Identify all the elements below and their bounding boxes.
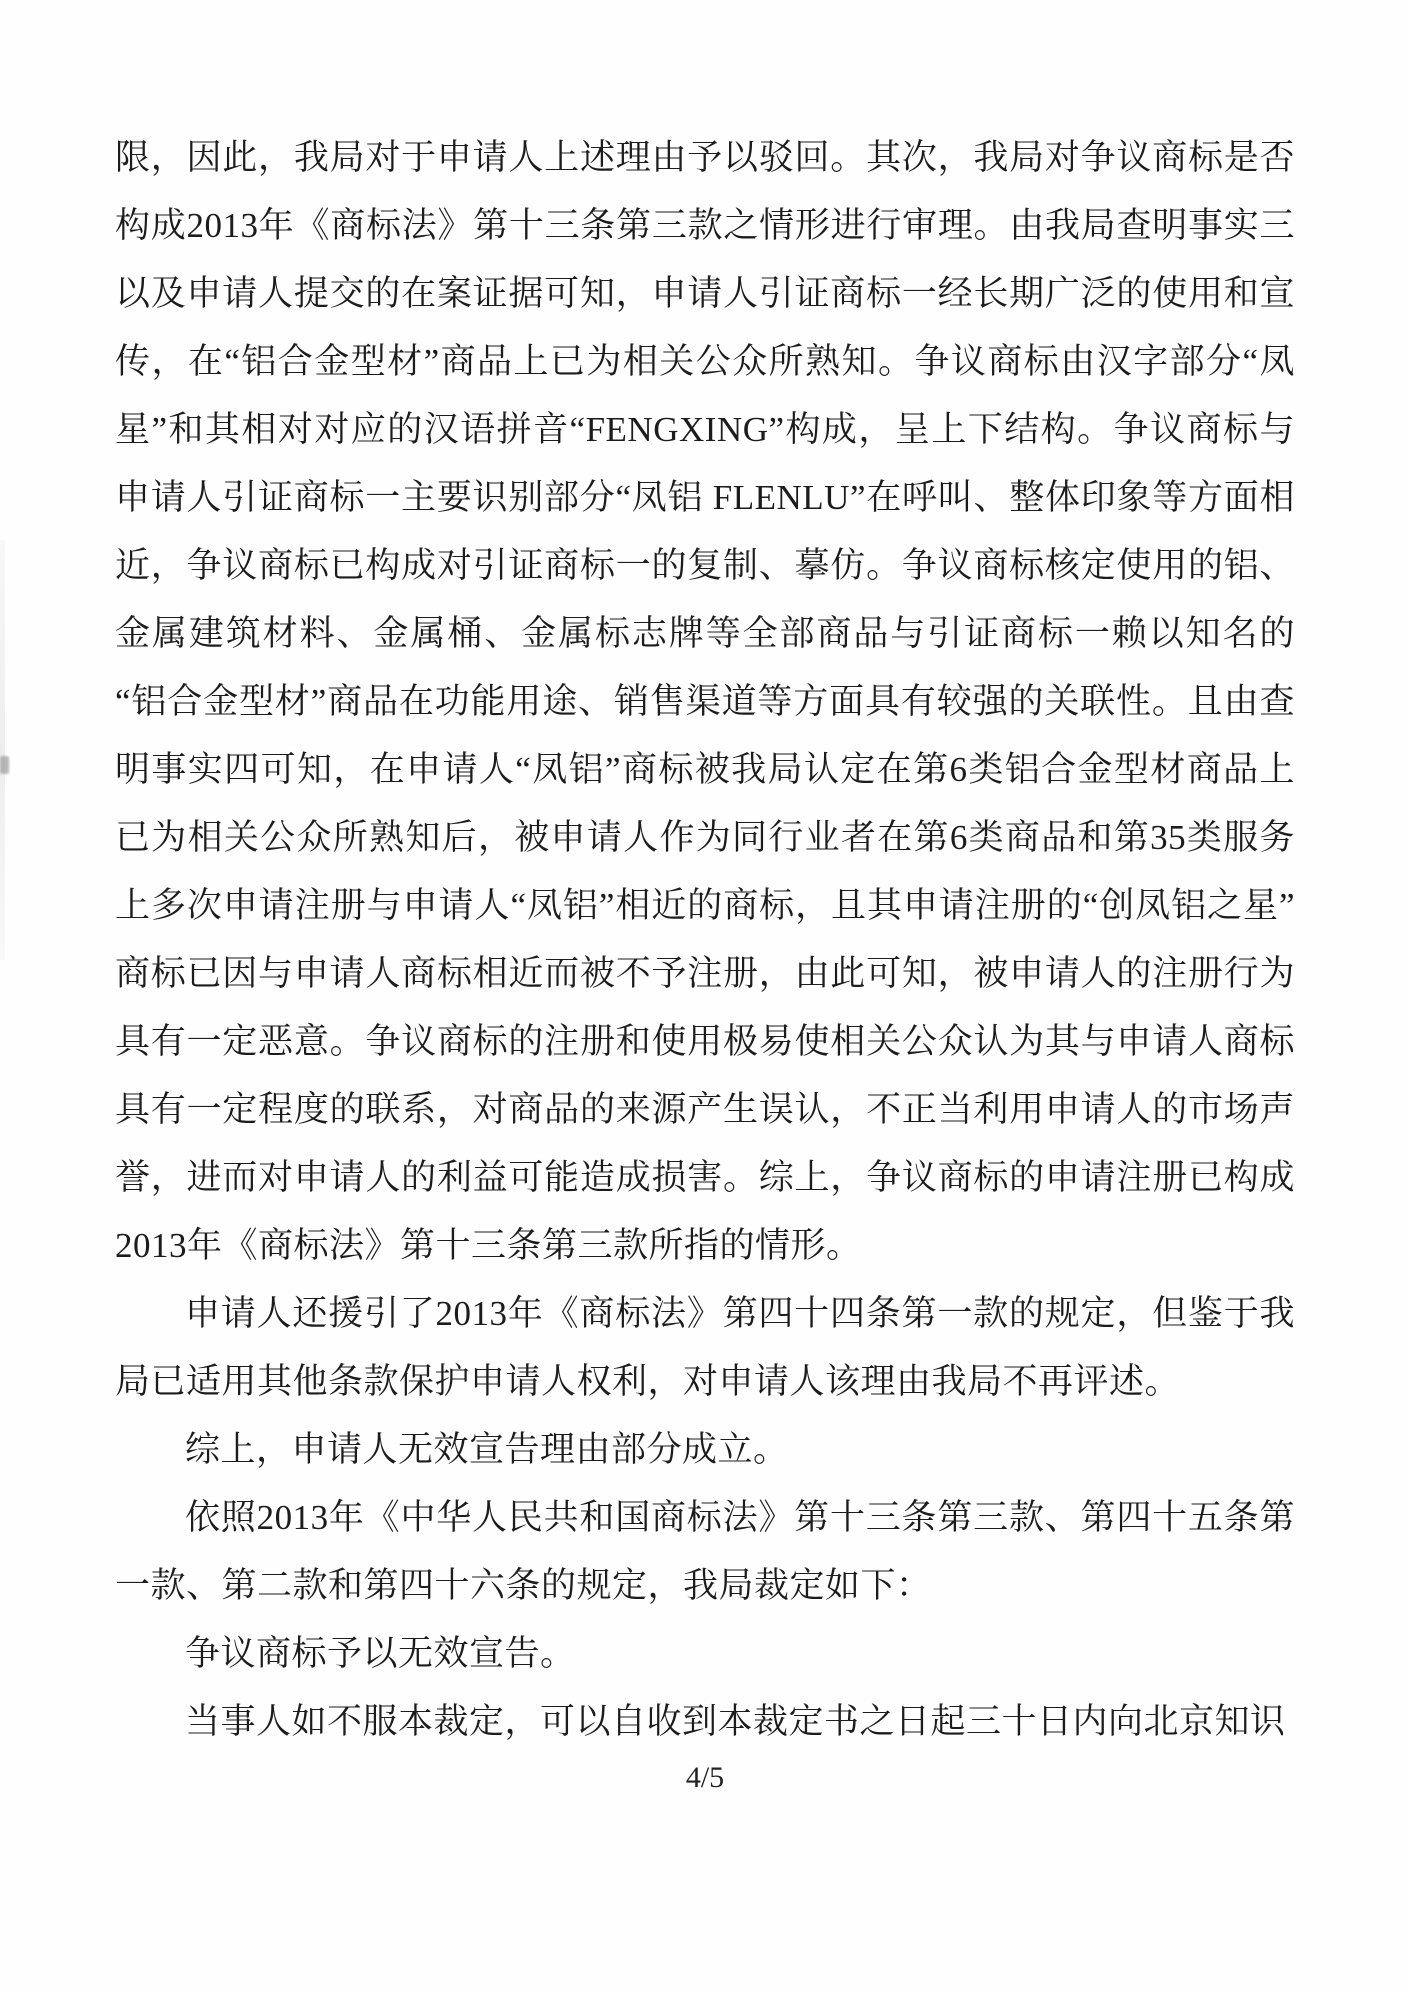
- paragraph-article-44-comment: 申请人还援引了2013年《商标法》第四十四条第一款的规定，但鉴于我局已适用其他条款保护申请人权利，对申请人该理由我局不再评述。: [115, 1294, 1295, 1401]
- paragraph-legal-basis: 依照2013年《中华人民共和国商标法》第十三条第三款、第四十五条第一款、第二款和第四十六条的规定，我局裁定如下：: [115, 1498, 1295, 1605]
- paragraph-ruling-analysis: 限，因此，我局对于申请人上述理由予以驳回。其次，我局对争议商标是否构成2013年《商标法》第十三条第三款之情形进行审理。由我局查明事实三以及申请人提交的在案证据可知，申请人引证商标一经长期广泛的使用和宣传，在“铝合金型材”商品上已为相关公众所熟知。争议商标由汉字部分“凤星”和其相对对应的汉语拼音“FENGXING”构成，呈上下结构。争议商标与申请人引证商标一主要识别部分“凤铝 FLENLU”在呼叫、整体印象等方面相近，争议商标已构成对引证商标一的复制、摹仿。争议商标核定使用的铝、金属建筑材料、金属桶、金属标志牌等全部商品与引证商标一赖以知名的“铝合金型材”商品在功能用途、销售渠道等方面具有较强的关联性。且由查明事实四可知，在申请人“凤铝”商标被我局认定在第6类铝合金型材商品上已为相关公众所熟知后，被申请人作为同行业者在第6类商品和第35类服务上多次申请注册与申请人“凤铝”相近的商标，且其申请注册的“创凤铝之星”商标已因与申请人商标相近而被不予注册，由此可知，被申请人的注册行为具有一定恶意。争议商标的注册和使用极易使相关公众认为其与申请人商标具有一定程度的联系，对商品的来源产生误认，不正当利用申请人的市场声誉，进而对申请人的利益可能造成损害。综上，争议商标的申请注册已构成2013年《商标法》第十三条第三款所指的情形。: [115, 138, 1295, 1265]
- page-number: 4/5: [685, 1761, 725, 1794]
- document-body: [115, 124, 1295, 1756]
- paragraph-ruling-statement: 争议商标予以无效宣告。: [185, 1634, 576, 1673]
- scan-artifact-left-edge: [0, 540, 5, 960]
- paragraph-conclusion-summary: 综上，申请人无效宣告理由部分成立。: [185, 1430, 789, 1469]
- paragraph-appeal-notice: 当事人如不服本裁定，可以自收到本裁定书之日起三十日内向北京知识: [185, 1702, 1286, 1741]
- scan-artifact-dot: [0, 756, 9, 774]
